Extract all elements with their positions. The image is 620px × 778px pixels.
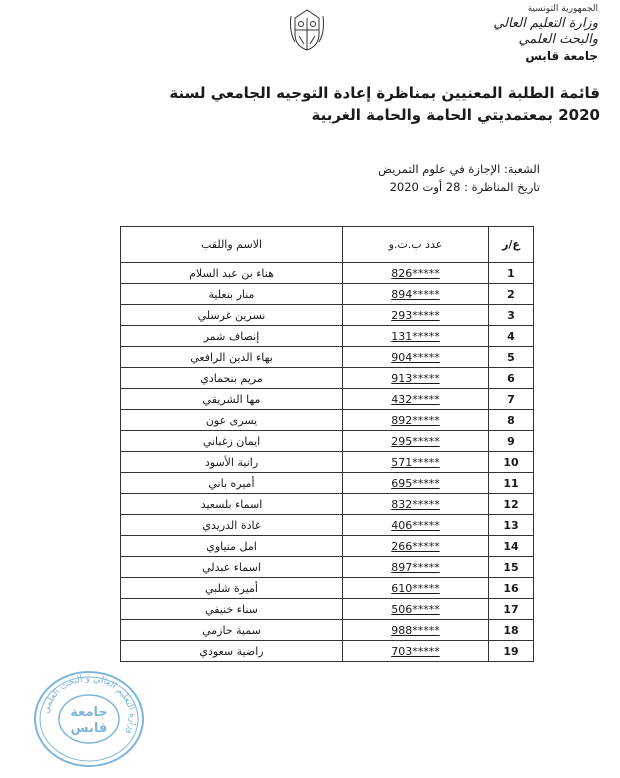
row-name: بهاء الدين الرافعي <box>121 347 343 368</box>
table-row <box>121 326 534 347</box>
row-number: 6 <box>489 368 534 389</box>
row-id-cell <box>343 452 489 473</box>
row-name: أميرة شلبي <box>121 578 343 599</box>
table-row <box>121 389 534 410</box>
row-id-cell <box>343 284 489 305</box>
row-id: 406***** <box>391 518 440 532</box>
row-id: 131***** <box>391 329 440 343</box>
row-number: 8 <box>489 410 534 431</box>
row-name: مريم بنحمادي <box>121 368 343 389</box>
row-id: 832***** <box>391 497 440 511</box>
table-header-row <box>121 227 534 263</box>
row-name: امل منياوي <box>121 536 343 557</box>
table-row <box>121 536 534 557</box>
table-row <box>121 410 534 431</box>
row-id: 913***** <box>391 371 440 385</box>
row-name: هناء بن عبد السلام <box>121 263 343 284</box>
row-number: 17 <box>489 599 534 620</box>
row-name: إنصاف شمر <box>121 326 343 347</box>
row-name: غادة الدريدي <box>121 515 343 536</box>
tunisia-emblem-icon <box>287 6 327 52</box>
row-number: 11 <box>489 473 534 494</box>
table-body <box>121 263 534 662</box>
row-name: أميره باني <box>121 473 343 494</box>
row-name: اسماء بلسعيد <box>121 494 343 515</box>
table-row <box>121 368 534 389</box>
row-id-cell <box>343 305 489 326</box>
row-number: 9 <box>489 431 534 452</box>
row-name: منار بنعلية <box>121 284 343 305</box>
exam-date: تاريخ المناظرة : 28 أوت 2020 <box>389 180 540 194</box>
row-id: 904***** <box>391 350 440 364</box>
title-line-1: قائمة الطلبة المعنيين بمناظرة إعادة التوجيه الجامعي لسنة <box>169 84 600 102</box>
row-id-cell <box>343 326 489 347</box>
row-id-cell <box>343 347 489 368</box>
row-id: 894***** <box>391 287 440 301</box>
row-name: سناء خنيفي <box>121 599 343 620</box>
stamp-inner-line-2: قابس <box>70 721 108 736</box>
row-number: 12 <box>489 494 534 515</box>
row-number: 4 <box>489 326 534 347</box>
row-id: 988***** <box>391 623 440 637</box>
row-name: راضية سعودي <box>121 641 343 662</box>
row-number: 16 <box>489 578 534 599</box>
table-row <box>121 599 534 620</box>
row-id: 293***** <box>391 308 440 322</box>
row-number: 14 <box>489 536 534 557</box>
row-id-cell <box>343 473 489 494</box>
row-id-cell <box>343 641 489 662</box>
row-id: 826***** <box>391 266 440 280</box>
title-line-2: 2020 بمعتمديتي الحامة والحامة الغربية <box>311 106 600 124</box>
row-id-cell <box>343 368 489 389</box>
table-row <box>121 473 534 494</box>
row-id: 571***** <box>391 455 440 469</box>
table-row <box>121 557 534 578</box>
header-name: الاسم واللقب <box>121 227 343 263</box>
students-table <box>120 226 534 662</box>
header-id: عدد ب.ت.و <box>343 227 489 263</box>
row-id: 695***** <box>391 476 440 490</box>
row-number: 7 <box>489 389 534 410</box>
branch-label: الشعبة: الإجازة في علوم التمريض <box>378 162 540 176</box>
row-name: ايمان زغباني <box>121 431 343 452</box>
row-number: 2 <box>489 284 534 305</box>
header-num: ع/ر <box>489 227 534 263</box>
row-id: 897***** <box>391 560 440 574</box>
row-number: 1 <box>489 263 534 284</box>
table-row <box>121 641 534 662</box>
row-name: رانية الأسود <box>121 452 343 473</box>
row-id-cell <box>343 599 489 620</box>
row-id: 506***** <box>391 602 440 616</box>
row-id-cell <box>343 557 489 578</box>
row-id-cell <box>343 620 489 641</box>
row-number: 13 <box>489 515 534 536</box>
document-meta <box>240 160 540 196</box>
row-id-cell <box>343 410 489 431</box>
row-number: 3 <box>489 305 534 326</box>
stamp-outer-text: وزارة التعليم العالي و البحث العلمي <box>41 673 138 736</box>
stamp-inner-line-1: جامعة <box>70 705 108 720</box>
row-number: 15 <box>489 557 534 578</box>
ministry-line-1: وزارة التعليم العالي <box>493 16 598 31</box>
row-number: 5 <box>489 347 534 368</box>
table-row <box>121 494 534 515</box>
row-name: يسرى عون <box>121 410 343 431</box>
row-id: 295***** <box>391 434 440 448</box>
row-id-cell <box>343 536 489 557</box>
letterhead <box>448 2 598 64</box>
row-number: 10 <box>489 452 534 473</box>
row-number: 18 <box>489 620 534 641</box>
table-row <box>121 347 534 368</box>
row-id-cell <box>343 494 489 515</box>
table-row <box>121 515 534 536</box>
document-title <box>100 82 600 126</box>
row-name: نسرين غرسلي <box>121 305 343 326</box>
row-id: 266***** <box>391 539 440 553</box>
university-name: جامعة قابس <box>525 49 598 63</box>
row-id: 703***** <box>391 644 440 658</box>
table-row <box>121 263 534 284</box>
row-id-cell <box>343 389 489 410</box>
table-row <box>121 284 534 305</box>
row-name: اسماء عبدلي <box>121 557 343 578</box>
table-row <box>121 305 534 326</box>
row-id: 892***** <box>391 413 440 427</box>
row-number: 19 <box>489 641 534 662</box>
table-row <box>121 620 534 641</box>
row-name: مها الشريقي <box>121 389 343 410</box>
ministry-line-2: والبحث العلمي <box>518 32 598 47</box>
republic-label: الجمهورية التونسية <box>527 4 598 14</box>
table-row <box>121 452 534 473</box>
row-name: سمية حازمي <box>121 620 343 641</box>
row-id-cell <box>343 431 489 452</box>
row-id-cell <box>343 515 489 536</box>
row-id: 610***** <box>391 581 440 595</box>
row-id-cell <box>343 263 489 284</box>
university-stamp <box>30 668 148 770</box>
table-row <box>121 431 534 452</box>
row-id: 432***** <box>391 392 440 406</box>
row-id-cell <box>343 578 489 599</box>
table-row <box>121 578 534 599</box>
